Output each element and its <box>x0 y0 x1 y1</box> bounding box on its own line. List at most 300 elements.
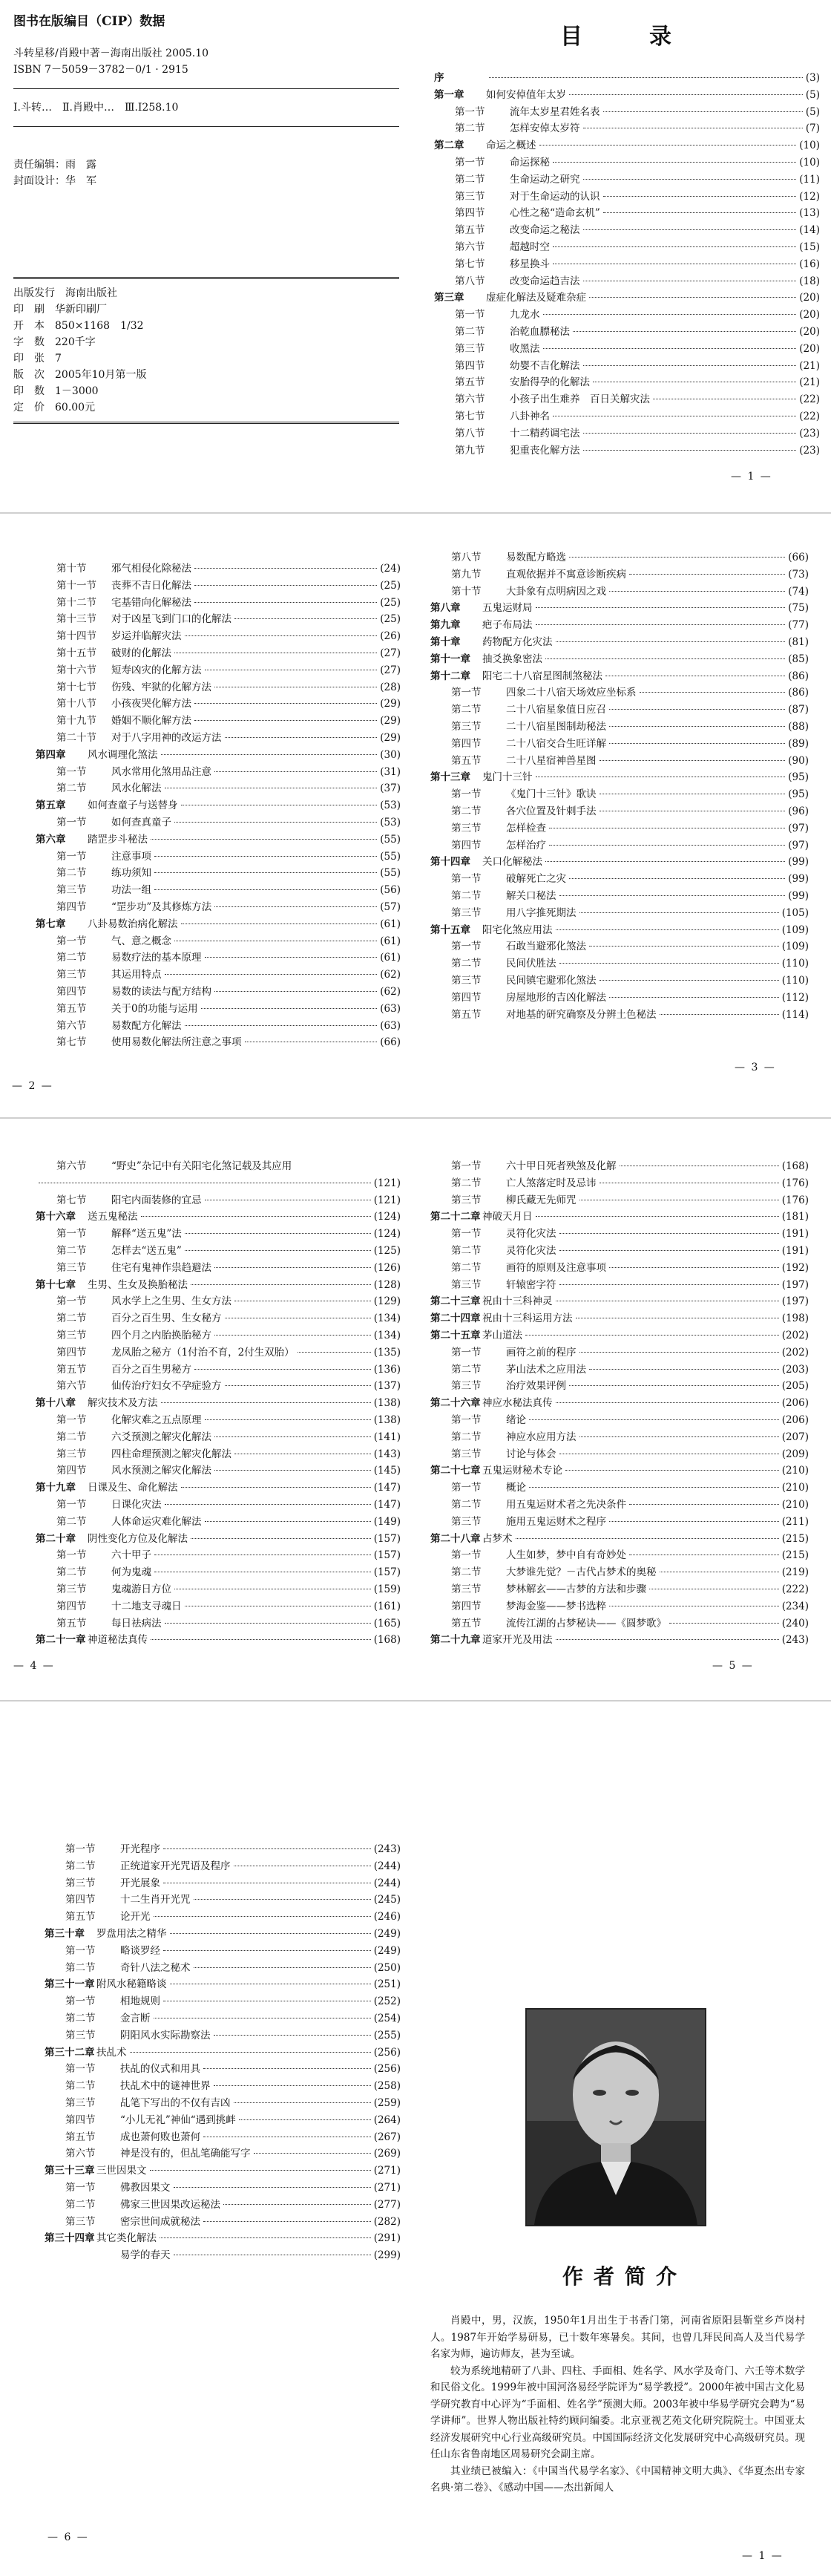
toc-chapter-row[interactable] <box>430 600 809 617</box>
toc-page-ref: (99) <box>788 873 809 886</box>
toc-section-row[interactable] <box>434 442 820 460</box>
toc-section-row[interactable] <box>430 719 809 736</box>
toc-title: 易数配方略选 <box>506 552 566 563</box>
toc-number: 第一节 <box>56 1228 87 1240</box>
toc-chapter-row[interactable] <box>45 2163 401 2180</box>
toc-section-row[interactable] <box>430 566 809 583</box>
toc-section-row[interactable] <box>36 1462 401 1480</box>
leader-dots <box>669 1623 779 1624</box>
leader-dots <box>203 2221 371 2222</box>
toc-section-row[interactable] <box>434 324 820 341</box>
toc-section-row[interactable] <box>430 1277 809 1294</box>
leader-dots <box>543 314 797 315</box>
publication-line: 版 次 2005年10月第一版 <box>13 369 147 381</box>
toc-section-row[interactable] <box>36 865 401 882</box>
toc-section-row[interactable] <box>430 736 809 753</box>
toc-section-row[interactable] <box>430 938 809 955</box>
toc-section-row[interactable] <box>36 949 401 967</box>
toc-section-row[interactable] <box>36 713 401 730</box>
toc-title: 画符的原则及注意事项 <box>506 1261 606 1274</box>
toc-section-row[interactable] <box>45 1841 401 1858</box>
leader-dots <box>141 1216 371 1217</box>
toc-page-ref: (191) <box>781 1244 809 1257</box>
toc-title: 百分之百生男秘方 <box>111 1363 191 1376</box>
toc-section-row[interactable] <box>36 662 401 679</box>
toc-chapter-row[interactable] <box>430 1462 809 1480</box>
toc-chapter-row[interactable] <box>430 634 809 651</box>
toc-number: 第十七章 <box>36 1278 76 1291</box>
toc-section-row[interactable] <box>36 1378 401 1395</box>
toc-chapter-row[interactable] <box>430 617 809 634</box>
toc-title: 如何安倬值年太岁 <box>486 88 566 101</box>
leader-dots <box>583 450 797 451</box>
toc-list <box>45 1841 401 2264</box>
publication-line: 印 刷 华新印刷厂 <box>13 304 107 316</box>
bio-paragraph: 较为系统地精研了八卦、四柱、手面相、姓名学、风水学及奇门、六壬等术数学和民俗文化。1999年被中国河洛易经学院评为“易学教授”。2000年被中国古文化易学研究教育中心评为“手面相、姓名学”预测大师。2003年被中华易学研究会聘为“易学讲师”。世界人物出版社特约顾问编委。北京亚视艺苑文化研究院院士。中国亚太经济发展研究中心行业高级研究员。中国国际经济文化发展研究中心高级研究员。现任山东省鲁南地区周易研究会副主席。 <box>430 2364 805 2460</box>
toc-title: 日课及生、命化解法 <box>88 1482 178 1494</box>
toc-section-row[interactable] <box>434 222 820 239</box>
toc-chapter-row[interactable] <box>430 1209 809 1226</box>
toc-number: 第十节 <box>451 585 482 598</box>
leader-dots <box>151 1639 371 1640</box>
toc-section-row[interactable] <box>434 256 820 273</box>
toc-section-row[interactable] <box>36 1429 401 1446</box>
toc-section-row[interactable] <box>430 820 809 837</box>
toc-page-ref: (234) <box>781 1600 809 1612</box>
leader-dots <box>205 957 378 958</box>
toc-chapter-row[interactable] <box>36 1480 401 1497</box>
leader-dots <box>589 946 779 947</box>
toc-section-row[interactable] <box>36 1226 401 1243</box>
toc-section-row[interactable] <box>430 1547 809 1564</box>
toc-section-row[interactable] <box>430 837 809 854</box>
toc-section-row[interactable] <box>430 1598 809 1615</box>
toc-section-row[interactable] <box>434 307 820 324</box>
toc-number: 第二节 <box>451 1261 482 1274</box>
toc-section-row[interactable] <box>430 1497 809 1514</box>
toc-section-row[interactable] <box>430 1446 809 1463</box>
toc-section-row[interactable] <box>45 1909 401 1926</box>
toc-section-row[interactable] <box>434 205 820 222</box>
toc-section-row[interactable] <box>430 1243 809 1260</box>
toc-page-ref: (27) <box>380 664 401 676</box>
toc-title: 神是没有的，但乩笔确能写字 <box>120 2148 251 2160</box>
toc-section-row[interactable] <box>430 1429 809 1446</box>
toc-page-ref: (215) <box>781 1549 809 1562</box>
toc-number: 第十二节 <box>56 596 96 609</box>
toc-title: 其运用特点 <box>111 969 162 981</box>
leader-dots <box>194 1369 371 1370</box>
toc-number: 第三十二章 <box>45 2046 95 2059</box>
toc-section-row[interactable] <box>36 1175 401 1192</box>
toc-chapter-row[interactable] <box>434 290 820 307</box>
toc-section-row[interactable] <box>36 1310 401 1327</box>
toc-section-row[interactable] <box>430 702 809 719</box>
toc-chapter-row[interactable] <box>434 70 820 87</box>
toc-title: 密宗世间成就秘法 <box>120 2215 200 2228</box>
toc-page-ref: (206) <box>781 1413 809 1426</box>
toc-title: 石敢当避邪化煞法 <box>506 941 586 953</box>
toc-section-row[interactable] <box>434 189 820 206</box>
toc-chapter-row[interactable] <box>430 922 809 939</box>
toc-section-row[interactable] <box>430 786 809 803</box>
toc-section-row[interactable] <box>45 1858 401 1875</box>
toc-page-ref: (137) <box>373 1380 401 1393</box>
toc-section-row[interactable] <box>434 120 820 137</box>
toc-title: 岁运并临解灾法 <box>111 630 182 643</box>
toc-page-ref: (29) <box>380 715 401 728</box>
toc-chapter-row[interactable] <box>430 854 809 871</box>
toc-page-ref: (147) <box>373 1482 401 1494</box>
leader-dots <box>559 895 786 896</box>
toc-chapter-row[interactable] <box>430 1293 809 1310</box>
toc-chapter-row[interactable] <box>434 137 820 154</box>
leader-dots <box>609 743 785 744</box>
toc-section-row[interactable] <box>36 967 401 984</box>
toc-section-row[interactable] <box>434 358 820 375</box>
toc-section-row[interactable] <box>430 1564 809 1581</box>
toc-section-row[interactable] <box>36 595 401 612</box>
toc-section-row[interactable] <box>430 990 809 1007</box>
toc-section-row[interactable] <box>36 1547 401 1564</box>
toc-section-row[interactable] <box>36 1361 401 1379</box>
toc-section-row[interactable] <box>36 1446 401 1463</box>
toc-chapter-row[interactable] <box>36 916 401 933</box>
toc-title: 亡人煞落定时及忌讳 <box>506 1177 597 1189</box>
toc-title: 犯重丧化解方法 <box>510 444 580 457</box>
toc-chapter-row[interactable] <box>430 668 809 685</box>
toc-page-ref: (25) <box>380 596 401 609</box>
toc-section-row[interactable] <box>36 578 401 595</box>
toc-section-row[interactable] <box>430 1158 809 1175</box>
toc-section-row[interactable] <box>434 171 820 189</box>
toc-chapter-row[interactable] <box>430 1632 809 1649</box>
toc-title: 移星换斗 <box>510 258 550 270</box>
leader-dots <box>163 1950 371 1951</box>
toc-section-row[interactable] <box>430 1361 809 1379</box>
toc-page-ref: (215) <box>781 1532 809 1545</box>
toc-page-ref: (97) <box>788 822 809 834</box>
divider <box>13 126 399 127</box>
toc-section-row[interactable] <box>430 1378 809 1395</box>
toc-chapter-row[interactable] <box>430 1531 809 1548</box>
toc-chapter-row[interactable] <box>434 87 820 104</box>
toc-section-row[interactable] <box>45 2247 401 2264</box>
toc-section-row[interactable] <box>430 1412 809 1429</box>
toc-section-row[interactable] <box>36 1615 401 1632</box>
toc-page-ref: (121) <box>373 1177 401 1189</box>
toc-section-row[interactable] <box>434 273 820 290</box>
toc-number: 第二章 <box>434 140 464 152</box>
toc-section-row[interactable] <box>36 849 401 866</box>
toc-number: 第七节 <box>56 1036 87 1049</box>
toc-page-4 <box>13 1158 401 1678</box>
toc-section-row[interactable] <box>36 730 401 747</box>
leader-dots <box>559 963 779 964</box>
toc-section-row[interactable] <box>36 1034 401 1051</box>
toc-section-row[interactable] <box>36 899 401 916</box>
toc-page-ref: (121) <box>373 1194 401 1206</box>
toc-number: 第一节 <box>451 1413 482 1426</box>
toc-number: 第十二章 <box>430 670 470 682</box>
toc-title: 心性之秘“造命玄机” <box>510 207 600 220</box>
toc-title: 相地规则 <box>120 1995 160 2008</box>
toc-chapter-row[interactable] <box>430 1310 809 1327</box>
toc-section-row[interactable] <box>430 972 809 990</box>
toc-title: 道家开光及用法 <box>482 1634 553 1647</box>
toc-chapter-row[interactable] <box>36 1531 401 1548</box>
toc-section-row[interactable] <box>36 1514 401 1531</box>
toc-chapter-row[interactable] <box>45 2044 401 2062</box>
toc-section-row[interactable] <box>36 1412 401 1429</box>
toc-section-row[interactable] <box>36 882 401 899</box>
toc-section-row[interactable] <box>430 1007 809 1024</box>
toc-page-ref: (77) <box>788 619 809 632</box>
leader-dots <box>565 1470 779 1471</box>
toc-number: 第六节 <box>56 1019 87 1032</box>
toc-section-row[interactable] <box>434 154 820 171</box>
toc-page-ref: (258) <box>373 2080 401 2093</box>
toc-page-ref: (109) <box>781 923 809 936</box>
toc-number: 第三节 <box>56 884 87 897</box>
toc-number: 第九章 <box>430 619 461 632</box>
toc-page-ref: (205) <box>781 1380 809 1393</box>
toc-chapter-row[interactable] <box>36 831 401 849</box>
toc-number: 第二节 <box>451 889 482 902</box>
toc-page-ref: (61) <box>380 952 401 964</box>
toc-section-row[interactable] <box>36 1243 401 1260</box>
toc-title: 邪气相侵化除秘法 <box>111 563 191 575</box>
toc-page-ref: (73) <box>788 568 809 581</box>
toc-number: 第一节 <box>56 1549 87 1562</box>
toc-chapter-row[interactable] <box>45 2230 401 2247</box>
toc-number: 第十九节 <box>56 715 96 728</box>
toc-chapter-row[interactable] <box>430 1327 809 1344</box>
toc-section-row[interactable] <box>434 341 820 358</box>
toc-section-row[interactable] <box>36 764 401 781</box>
leader-dots <box>214 1267 371 1268</box>
toc-page-ref: (97) <box>788 839 809 851</box>
toc-section-row[interactable] <box>36 1564 401 1581</box>
leader-dots <box>569 1385 779 1386</box>
toc-section-row[interactable] <box>430 583 809 601</box>
toc-title: 直观依据并不寓意诊断疾病 <box>506 568 626 581</box>
toc-section-row[interactable] <box>36 780 401 797</box>
toc-chapter-row[interactable] <box>430 769 809 786</box>
toc-title: 论开光 <box>120 1911 151 1923</box>
toc-list <box>36 1158 401 1649</box>
toc-section-row[interactable] <box>36 1344 401 1361</box>
toc-section-row[interactable] <box>45 1943 401 1960</box>
toc-title: 命运之概述 <box>486 140 536 152</box>
toc-section-row[interactable] <box>36 696 401 713</box>
spread-separator <box>0 1700 831 1701</box>
toc-page-ref: (141) <box>373 1431 401 1443</box>
leader-dots <box>525 1335 779 1336</box>
toc-page-ref: (21) <box>799 376 820 389</box>
toc-section-row[interactable] <box>430 955 809 972</box>
toc-section-row[interactable] <box>434 391 820 408</box>
toc-section-row[interactable] <box>45 2078 401 2095</box>
toc-section-row[interactable] <box>45 2010 401 2027</box>
toc-number: 第二节 <box>451 1431 482 1443</box>
toc-section-row[interactable] <box>430 1581 809 1598</box>
toc-chapter-row[interactable] <box>45 1926 401 1943</box>
page-number: — 4 — <box>13 1660 55 1672</box>
toc-section-row[interactable] <box>36 1001 401 1018</box>
toc-section-row[interactable] <box>434 239 820 256</box>
toc-section-row[interactable] <box>36 611 401 628</box>
toc-title: 神道秘法真传 <box>88 1634 148 1647</box>
toc-number: 第三节 <box>56 969 87 981</box>
leader-dots <box>225 1385 371 1386</box>
leader-dots <box>214 2035 371 2036</box>
toc-page-ref: (209) <box>781 1448 809 1460</box>
leader-dots <box>225 737 378 738</box>
toc-page-ref: (55) <box>380 867 401 880</box>
toc-section-row[interactable] <box>430 1514 809 1531</box>
author-photo <box>525 2008 706 2226</box>
leader-dots <box>239 2119 371 2120</box>
toc-section-row[interactable] <box>434 425 820 442</box>
toc-page-ref: (143) <box>373 1448 401 1460</box>
toc-section-row[interactable] <box>45 2197 401 2214</box>
leader-dots <box>165 974 378 975</box>
toc-section-row[interactable] <box>36 1293 401 1310</box>
toc-page-ref: (159) <box>373 1583 401 1595</box>
publication-line: 印 数 1－3000 <box>13 385 99 397</box>
toc-section-row[interactable] <box>36 628 401 645</box>
toc-section-row[interactable] <box>430 803 809 820</box>
toc-section-row[interactable] <box>36 1158 401 1175</box>
toc-chapter-row[interactable] <box>36 1277 401 1294</box>
toc-chapter-row[interactable] <box>36 1395 401 1412</box>
toc-title: 画符之前的程序 <box>506 1346 577 1359</box>
toc-section-row[interactable] <box>45 1960 401 1977</box>
toc-page-3 <box>430 549 809 1091</box>
toc-section-row[interactable] <box>45 1993 401 2010</box>
toc-page-ref: (89) <box>788 737 809 750</box>
toc-title: 五鬼运财秘术专论 <box>482 1465 562 1477</box>
toc-section-row[interactable] <box>36 1497 401 1514</box>
toc-number: 第四节 <box>451 991 482 1004</box>
toc-section-row[interactable] <box>45 1892 401 1909</box>
toc-section-row[interactable] <box>36 1192 401 1209</box>
toc-title: 风水常用化煞用品注意 <box>111 765 211 778</box>
toc-section-row[interactable] <box>434 374 820 391</box>
toc-section-row[interactable] <box>36 814 401 831</box>
toc-section-row[interactable] <box>430 753 809 770</box>
toc-section-row[interactable] <box>36 984 401 1001</box>
toc-page-ref: (176) <box>781 1177 809 1189</box>
toc-section-row[interactable] <box>36 1327 401 1344</box>
toc-section-row[interactable] <box>430 1344 809 1361</box>
toc-number: 第一节 <box>65 1843 96 1855</box>
toc-section-row[interactable] <box>45 2180 401 2197</box>
toc-chapter-row[interactable] <box>36 797 401 814</box>
toc-number: 第六节 <box>56 1160 87 1172</box>
toc-section-row[interactable] <box>36 560 401 578</box>
cip-heading: 图书在版编目（CIP）数据 <box>13 14 165 29</box>
toc-chapter-row[interactable] <box>36 747 401 764</box>
toc-section-row[interactable] <box>430 684 809 702</box>
toc-title: 仙传治疗妇女不孕症验方 <box>111 1380 222 1393</box>
leader-dots <box>181 1487 371 1488</box>
toc-number: 第一节 <box>455 105 485 118</box>
toc-section-row[interactable] <box>434 104 820 121</box>
toc-page-ref: (63) <box>380 1019 401 1032</box>
toc-chapter-row[interactable] <box>430 651 809 668</box>
leader-dots <box>539 145 797 146</box>
toc-section-row[interactable] <box>430 1192 809 1209</box>
toc-section-row[interactable] <box>430 1615 809 1632</box>
toc-chapter-row[interactable] <box>430 1395 809 1412</box>
toc-section-row[interactable] <box>36 1018 401 1035</box>
toc-section-row[interactable] <box>434 408 820 425</box>
toc-section-row[interactable] <box>45 2129 401 2146</box>
toc-section-row[interactable] <box>45 2112 401 2129</box>
toc-section-row[interactable] <box>45 2095 401 2112</box>
toc-chapter-row[interactable] <box>36 1632 401 1649</box>
leader-dots <box>298 1352 371 1353</box>
toc-section-row[interactable] <box>36 933 401 950</box>
toc-page-ref: (23) <box>799 427 820 439</box>
toc-number: 第一节 <box>56 765 87 778</box>
toc-section-row[interactable] <box>45 1875 401 1892</box>
toc-page-ref: (81) <box>788 635 809 648</box>
toc-section-row[interactable] <box>430 1175 809 1192</box>
toc-section-row[interactable] <box>430 1480 809 1497</box>
toc-page-ref: (112) <box>781 991 809 1004</box>
toc-section-row[interactable] <box>36 1581 401 1598</box>
toc-section-row[interactable] <box>45 2061 401 2078</box>
toc-title: 住宅有鬼神作祟趋避法 <box>111 1261 211 1274</box>
page-number: — 6 — <box>47 2531 89 2543</box>
toc-section-row[interactable] <box>45 2145 401 2163</box>
toc-title: 用八字推死期法 <box>506 906 577 919</box>
toc-section-row[interactable] <box>430 1260 809 1277</box>
toc-number: 第二节 <box>65 1961 96 1974</box>
toc-chapter-row[interactable] <box>45 1976 401 1993</box>
leader-dots <box>154 1916 371 1917</box>
toc-page-ref: (240) <box>781 1617 809 1629</box>
toc-page-ref: (20) <box>799 342 820 355</box>
toc-page-ref: (55) <box>380 850 401 863</box>
toc-section-row[interactable] <box>36 679 401 696</box>
toc-section-row[interactable] <box>430 549 809 566</box>
toc-section-row[interactable] <box>430 1226 809 1243</box>
toc-section-row[interactable] <box>45 2027 401 2044</box>
toc-number: 第一节 <box>451 1346 482 1359</box>
toc-section-row[interactable] <box>45 2214 401 2231</box>
toc-title: 超越时空 <box>510 241 550 253</box>
leader-dots <box>536 1216 779 1217</box>
leader-dots <box>609 997 779 998</box>
toc-section-row[interactable] <box>430 905 809 922</box>
toc-section-row[interactable] <box>36 1598 401 1615</box>
author-bio <box>430 2312 805 2497</box>
leader-dots <box>609 591 785 592</box>
toc-section-row[interactable] <box>430 871 809 888</box>
toc-number: 第二十一章 <box>36 1634 86 1647</box>
leader-dots <box>545 658 785 659</box>
toc-section-row[interactable] <box>36 1260 401 1277</box>
toc-section-row[interactable] <box>36 645 401 662</box>
toc-chapter-row[interactable] <box>36 1209 401 1226</box>
leader-dots <box>170 1933 371 1934</box>
toc-page-ref: (198) <box>781 1312 809 1325</box>
toc-section-row[interactable] <box>430 888 809 905</box>
